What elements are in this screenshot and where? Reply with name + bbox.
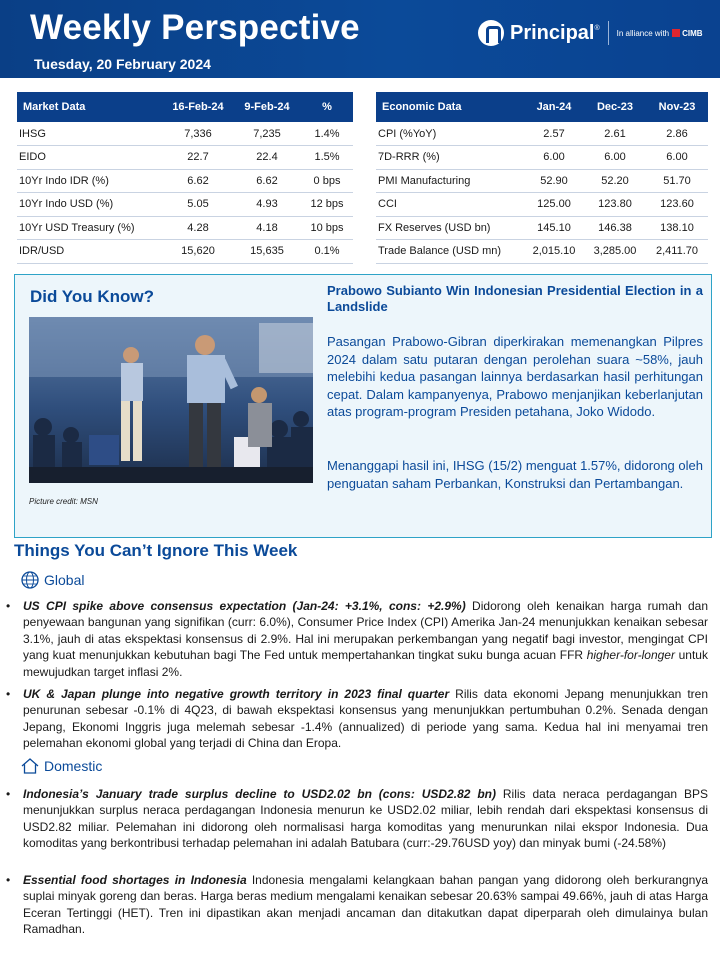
table-cell: 6.62 [233, 169, 301, 193]
table-cell: 2.86 [646, 122, 708, 146]
table-row [376, 240, 708, 264]
table-cell: 52.20 [584, 169, 646, 193]
table-cell: 6.00 [646, 146, 708, 170]
bullet-icon: • [6, 787, 11, 801]
table-cell: 10Yr USD Treasury (%) [17, 216, 163, 240]
registered-mark: ® [594, 24, 600, 32]
table-cell: IHSG [17, 122, 163, 146]
table-cell: 6.62 [163, 169, 233, 193]
bullet-text: Indonesia mengalami kelangkaan bahan pangan yang didorong oleh berkurangnya suplai minyak goreng dan beras. Harga beras medium mengalami kenaikan sebesar 20.63% sampai 49.66%, jauh di atas Harga Eceran Tertinggi (HET). Tren ini dipastikan akan menjadi ancaman dan ditakutkan dapat diperparah oleh dimulainya bulan Ramadhan. [23, 873, 708, 937]
table-cell: 123.60 [646, 193, 708, 217]
table-cell: 2,411.70 [646, 240, 708, 264]
table-row [17, 169, 353, 193]
bullet-lead: UK & Japan plunge into negative growth territory in 2023 final quarter [23, 687, 450, 701]
table-row [17, 240, 353, 264]
table-cell: 10Yr Indo IDR (%) [17, 169, 163, 193]
table-cell: 1.5% [301, 146, 353, 170]
logo-divider [608, 21, 609, 45]
table-cell: 15,620 [163, 240, 233, 264]
table-row [376, 216, 708, 240]
bullet-icon: • [6, 599, 11, 613]
table-cell: 3,285.00 [584, 240, 646, 264]
report-date: Tuesday, 20 February 2024 [34, 56, 211, 72]
list-item [6, 872, 708, 938]
column-header: 16-Feb-24 [163, 92, 233, 122]
table-cell: 145.10 [524, 216, 584, 240]
table-cell: 0 bps [301, 169, 353, 193]
list-item [6, 786, 708, 852]
alliance-text: In alliance with [616, 28, 670, 38]
domestic-subheading [20, 756, 102, 776]
table-cell: CCI [376, 193, 524, 217]
table-cell: 10 bps [301, 216, 353, 240]
did-you-know-title: Did You Know? [30, 287, 155, 306]
brand-logo [478, 16, 703, 50]
table-row [17, 122, 353, 146]
bullet-lead: US CPI spike above consensus expectation (Jan-24: +3.1%, cons: +2.9%) [23, 599, 466, 613]
bullet-icon: • [6, 687, 11, 701]
table-cell: 125.00 [524, 193, 584, 217]
table-cell: IDR/USD [17, 240, 163, 264]
list-item [6, 686, 708, 752]
market-data-table [17, 92, 353, 264]
table-cell: 146.38 [584, 216, 646, 240]
bullet-lead: Essential food shortages in Indonesia [23, 873, 247, 887]
news-headline: Prabowo Subianto Win Indonesian Presidential Election in a Landslide [327, 283, 703, 314]
header-banner [0, 0, 720, 78]
cimb-logo-icon [672, 29, 680, 37]
table-cell: 4.18 [233, 216, 301, 240]
news-photo [29, 317, 313, 483]
table-cell: 4.28 [163, 216, 233, 240]
table-cell: 10Yr Indo USD (%) [17, 193, 163, 217]
table-cell: 52.90 [524, 169, 584, 193]
news-paragraph: Menanggapi hasil ini, IHSG (15/2) menguat 1.57%, didorong oleh penguatan saham Perbankan, Konstruksi dan Pertambangan. [327, 458, 703, 491]
column-header: Nov-23 [646, 92, 708, 122]
global-label: Global [44, 572, 85, 588]
table-cell: Trade Balance (USD mn) [376, 240, 524, 264]
table-cell: EIDO [17, 146, 163, 170]
column-header: Jan-24 [524, 92, 584, 122]
column-header: 9-Feb-24 [233, 92, 301, 122]
table-cell: PMI Manufacturing [376, 169, 524, 193]
table-cell: 5.05 [163, 193, 233, 217]
table-cell: 4.93 [233, 193, 301, 217]
news-paragraph: Pasangan Prabowo-Gibran diperkirakan memenangkan Pilpres 2024 dalam satu putaran dengan perolehan suara ~58%, jauh melebihi kedua pasangan lainnya berdasarkan hasil perhitungan cepat. Dalam kampanyenya, Prabowo menjanjikan keberlanjutan atas program-program Presiden petahana, Joko Widodo. [327, 334, 703, 419]
table-cell: 0.1% [301, 240, 353, 264]
bullet-italic: higher-for-longer [586, 648, 675, 663]
table-cell: 51.70 [646, 169, 708, 193]
table-cell: 6.00 [584, 146, 646, 170]
principal-logo-icon [478, 20, 504, 46]
section-title: Things You Can’t Ignore This Week [14, 541, 298, 560]
table-cell: 1.4% [301, 122, 353, 146]
table-cell: 12 bps [301, 193, 353, 217]
photo-credit: Picture credit: MSN [29, 497, 98, 506]
domestic-label: Domestic [44, 758, 103, 774]
bullet-text: Rilis data neraca perdagangan BPS menunjukkan surplus neraca perdagangan Indonesia menurun ke USD2.02 miliar, lebih rendah dari ekspektasi konsensus di USD2.82 miliar. Pelemahan ini didorong oleh normalisasi harga komoditas yang menurunkan nilai ekspor Indonesia. Dua komoditas yang berkontribusi terhadap pelemahan ini adalah Batubara (curr:-29.76USD yoy) dan minyak bumi (-24.58%) [23, 787, 708, 851]
table-cell: CPI (%YoY) [376, 122, 524, 146]
economic-data-table [376, 92, 708, 264]
table-cell: 7,336 [163, 122, 233, 146]
table-cell: 2.61 [584, 122, 646, 146]
global-subheading [20, 570, 84, 590]
bullet-text: Rilis data ekonomi Jepang menunjukkan tren penurunan sebesar -0.1% di 4Q23, di bawah ekspektasi konsensus yang menunjukkan pertumbuhan 0.2%. Senada dengan Jepang, Ekonomi Inggris juga melemah sebesar -1.4% (annualized) di periode yang sama. Kedua hal ini menyamai tren pelemahan ekonomi global yang terjadi di China dan Eropa. [23, 687, 709, 751]
column-header: % [301, 92, 353, 122]
column-header: Economic Data [376, 92, 524, 122]
table-row [17, 146, 353, 170]
house-icon [20, 756, 40, 776]
table-cell: 6.00 [524, 146, 584, 170]
table-row [376, 146, 708, 170]
table-row [376, 122, 708, 146]
did-you-know-box [14, 274, 712, 538]
table-cell: 2.57 [524, 122, 584, 146]
table-cell: 15,635 [233, 240, 301, 264]
table-cell: 123.80 [584, 193, 646, 217]
globe-icon [20, 570, 40, 590]
table-row [376, 193, 708, 217]
table-row [17, 193, 353, 217]
bullet-lead: Indonesia’s January trade surplus decline to USD2.02 bn (cons: USD2.82 bn) [23, 787, 496, 801]
table-header-row [376, 92, 708, 122]
bullet-text: Didorong oleh kenaikan harga rumah dan penyewaan bangunan yang signifikan (curr: 6.0%), Consumer Price Index (CPI) Amerika Jan-24 menunjukkan kenaikan sebesar 3.1%, jauh di atas ekspektasi konsensus di 2.9%. Hal ini merupakan perkembangan yang negatif bagi investor, mengingat CPI yang kuat menunjukkan kebutuhan bagi The Fed untuk mempertahankan tingkat suku bunga acuan FFR [23, 599, 708, 663]
table-cell: 7,235 [233, 122, 301, 146]
table-cell: FX Reserves (USD bn) [376, 216, 524, 240]
table-header-row [17, 92, 353, 122]
column-header: Market Data [17, 92, 163, 122]
table-cell: 22.7 [163, 146, 233, 170]
table-cell: 2,015.10 [524, 240, 584, 264]
partner-name: CIMB [682, 28, 703, 38]
table-cell: 22.4 [233, 146, 301, 170]
bullet-text: untuk mewujudkan target inflasi 2%. [23, 648, 708, 679]
table-row [17, 216, 353, 240]
table-cell: 138.10 [646, 216, 708, 240]
column-header: Dec-23 [584, 92, 646, 122]
table-cell: 7D-RRR (%) [376, 146, 524, 170]
page-title: Weekly Perspective [30, 8, 360, 47]
brand-name: Principal [510, 21, 595, 44]
bullet-icon: • [6, 873, 11, 887]
list-item [6, 598, 708, 680]
stage-photo-illustration [29, 317, 313, 483]
table-row [376, 169, 708, 193]
